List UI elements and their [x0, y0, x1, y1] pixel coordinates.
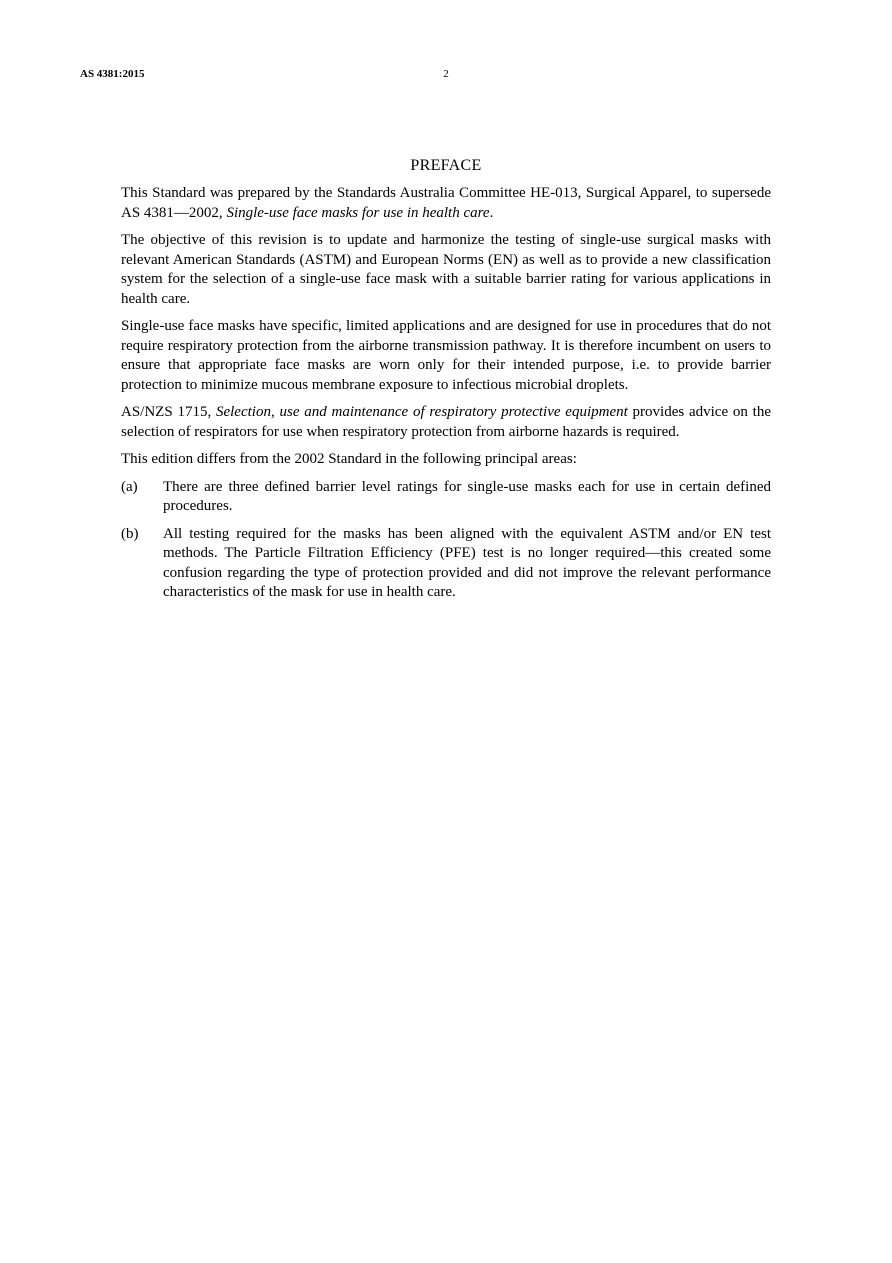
paragraph-respirators	[121, 403, 771, 442]
list-item-text: All testing required for the masks has been aligned with the equivalent ASTM and/or EN test methods. The Particle Filtration Efficiency (PFE) test is no longer required—this created some confusion regarding the type of protection provided and did not improve the relevant performance characteristics of the mask for use in health care.	[163, 525, 771, 600]
list-item	[121, 525, 771, 603]
referenced-standard-title: Selection, use and maintenance of respiratory protective equipment	[215, 404, 628, 420]
list-item-marker: (b)	[121, 525, 139, 542]
paragraph-applications: Single-use face masks have specific, limited applications and are designed for use in procedures that do not require respiratory protection from the airborne transmission pathway. It is therefore incumbent on users to ensure that appropriate face masks are worn only for their intended purpose, i.e. to provide barrier protection to minimize mucous membrane exposure to infectious microbial droplets.	[121, 318, 771, 393]
superseded-standard-title: Single-use face masks for use in health care	[226, 204, 490, 221]
list-item-text: There are three defined barrier level ratings for single-use masks each for use in certain defined procedures.	[163, 478, 771, 514]
page-number: 2	[443, 68, 449, 80]
paragraph-objective: The objective of this revision is to update and harmonize the testing of single-use surgical masks with relevant American Standards (ASTM) and European Norms (EN) as well as to provide a new classification system for the selection of a single-use face mask with a suitable barrier rating for various applications in health care.	[121, 232, 771, 307]
document-identifier: AS 4381:2015	[80, 68, 145, 80]
list-item-marker: (a)	[121, 478, 138, 495]
paragraph-differences-intro: This edition differs from the 2002 Standard in the following principal areas:	[121, 451, 577, 467]
section-title: PREFACE	[410, 157, 482, 174]
paragraph-text-end: .	[489, 204, 494, 221]
paragraph-text-end: provides advice on the selection of respirators for use when respiratory protection from airborne hazards is required.	[121, 404, 772, 440]
paragraph-committee	[121, 184, 771, 223]
list-item	[121, 478, 771, 517]
paragraph-text: This Standard was prepared by the Standards Australia Committee HE-013, Surgical Apparel, to supersede AS 4381—2002,	[121, 185, 771, 221]
running-header	[80, 68, 812, 84]
preface-section	[121, 156, 771, 611]
referenced-standard-id: AS/NZS 1715,	[121, 404, 216, 420]
differences-list	[121, 478, 771, 603]
